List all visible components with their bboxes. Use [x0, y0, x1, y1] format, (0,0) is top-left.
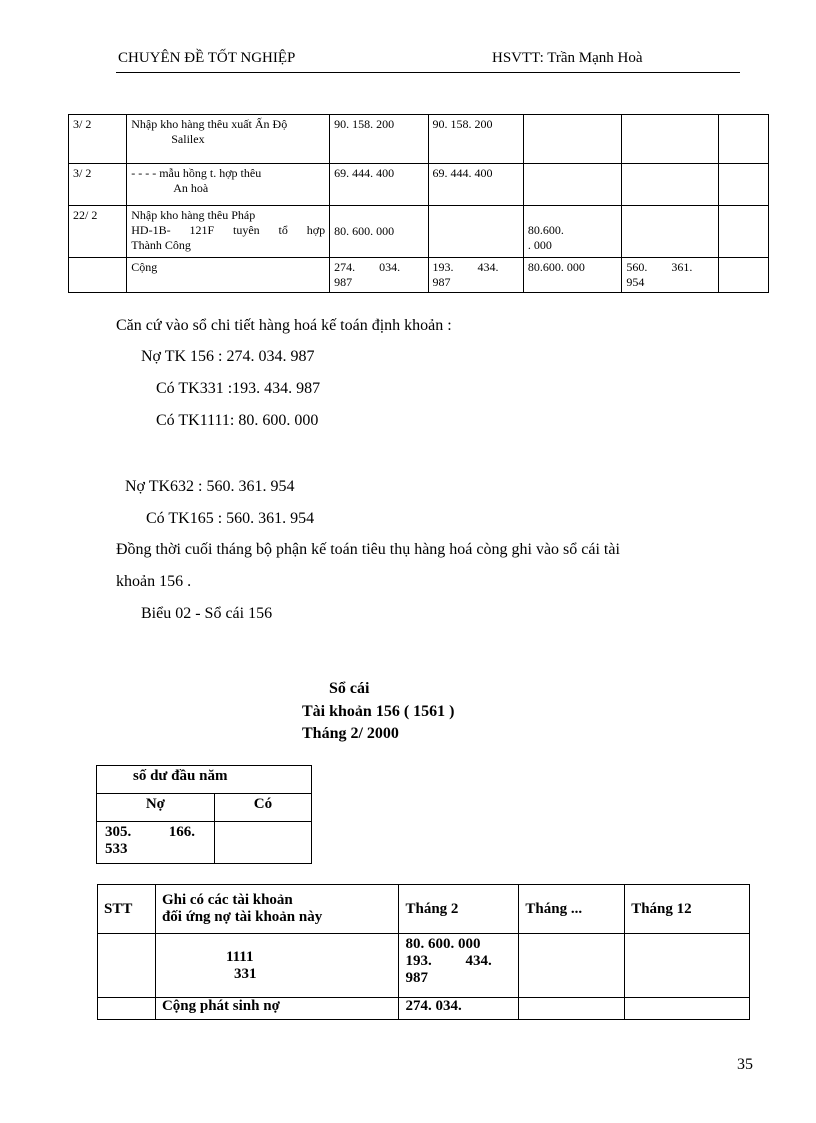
- stt-header: STT: [98, 885, 156, 934]
- month-dots-header: Tháng ...: [519, 885, 625, 934]
- stt-cell: [98, 934, 156, 998]
- header-author: HSVTT: Trần Mạnh Hoà: [492, 50, 643, 66]
- entry-no-632: Nợ TK632 : 560. 361. 954: [125, 478, 295, 495]
- co-value: [214, 822, 311, 864]
- amount-cell: 90. 158. 200: [428, 115, 523, 164]
- stt-cell: [98, 998, 156, 1020]
- detail-table: [68, 114, 769, 293]
- amount-cell: 69. 444. 400: [330, 164, 428, 206]
- page-number: 35: [737, 1056, 753, 1073]
- co-header: Có: [214, 794, 311, 822]
- month-dots-cell: [519, 998, 625, 1020]
- month2-cell: 80. 600. 000 193. 434. 987: [399, 934, 519, 998]
- date-cell: [69, 258, 127, 293]
- amount-cell: 90. 158. 200: [330, 115, 428, 164]
- table-row: [97, 766, 312, 794]
- entry-no-156: Nợ TK 156 : 274. 034. 987: [141, 348, 315, 365]
- exhibit-caption: Biểu 02 - Sổ cái 156: [141, 605, 273, 622]
- amount-cell: [622, 115, 718, 164]
- table-row: [98, 885, 750, 934]
- desc-cell: Nhập kho hàng thêu xuất Ấn Độ Salilex: [127, 115, 330, 164]
- table-row: [69, 206, 769, 258]
- date-cell: 3/ 2: [69, 115, 127, 164]
- date-cell: 3/ 2: [69, 164, 127, 206]
- amount-cell: [622, 206, 718, 258]
- no-header: Nợ: [97, 794, 215, 822]
- desc-cell: Nhập kho hàng thêu Pháp HD-1B- 121F tuyên tổ hợp Thành Công: [127, 206, 330, 258]
- empty-cell: [718, 258, 768, 293]
- date-cell: 22/ 2: [69, 206, 127, 258]
- opening-balance-table: [96, 765, 312, 864]
- amount-cell: [523, 115, 621, 164]
- total-debit-label: Cộng phát sinh nợ: [155, 998, 399, 1020]
- paragraph-concurrent: Đồng thời cuối tháng bộ phận kế toán tiêu thụ hàng hoá còng ghi vào sổ cái tài: [116, 541, 620, 558]
- empty-cell: [718, 115, 768, 164]
- ledger-account: Tài khoản 156 ( 1561 ): [302, 703, 455, 720]
- ledger-month: Tháng 2/ 2000: [302, 725, 399, 742]
- paragraph-concurrent-end: khoản 156 .: [116, 573, 192, 590]
- ledger-table: [97, 884, 750, 1020]
- amount-cell: [428, 206, 523, 258]
- total-debit-value: 274. 034.: [399, 998, 519, 1020]
- month12-cell: [625, 934, 750, 998]
- ledger-title: Sổ cái: [329, 680, 370, 697]
- total-cell: 80.600. 000: [523, 258, 621, 293]
- month2-header: Tháng 2: [399, 885, 519, 934]
- empty-cell: [718, 206, 768, 258]
- total-cell: 193. 434. 987: [428, 258, 523, 293]
- header-title: CHUYÊN ĐỀ TỐT NGHIỆP: [118, 50, 296, 66]
- total-label: Cộng: [127, 258, 330, 293]
- no-value: 305. 166. 533: [97, 822, 215, 864]
- page-header: [116, 50, 740, 73]
- entry-co-165: Có TK165 : 560. 361. 954: [146, 510, 315, 527]
- month12-cell: [625, 998, 750, 1020]
- account-header: Ghi có các tài khoản đối ứng nợ tài khoản này: [155, 885, 399, 934]
- table-row: [97, 822, 312, 864]
- amount-cell: 80.600. . 000: [523, 206, 621, 258]
- total-cell: 560. 361. 954: [622, 258, 718, 293]
- table-row: [69, 115, 769, 164]
- empty-cell: [718, 164, 768, 206]
- amount-cell: [523, 164, 621, 206]
- table-row-total: [98, 998, 750, 1020]
- paragraph-intro: Căn cứ vào sổ chi tiết hàng hoá kế toán định khoản :: [116, 317, 452, 334]
- entry-co-1111: Có TK1111: 80. 600. 000: [156, 412, 319, 429]
- total-cell: 274. 034. 987: [330, 258, 428, 293]
- amount-cell: 69. 444. 400: [428, 164, 523, 206]
- desc-cell: - - - - mẫu hồng t. hợp thêu An hoà: [127, 164, 330, 206]
- table-row-total: [69, 258, 769, 293]
- month12-header: Tháng 12: [625, 885, 750, 934]
- amount-cell: [622, 164, 718, 206]
- table-row: [98, 934, 750, 998]
- table-row: [69, 164, 769, 206]
- entry-co-331: Có TK331 :193. 434. 987: [156, 380, 321, 397]
- opening-balance-header: số dư đầu năm: [97, 766, 312, 794]
- table-row: [97, 794, 312, 822]
- amount-cell: 80. 600. 000: [330, 206, 428, 258]
- account-cell: 1111 331: [155, 934, 399, 998]
- month-dots-cell: [519, 934, 625, 998]
